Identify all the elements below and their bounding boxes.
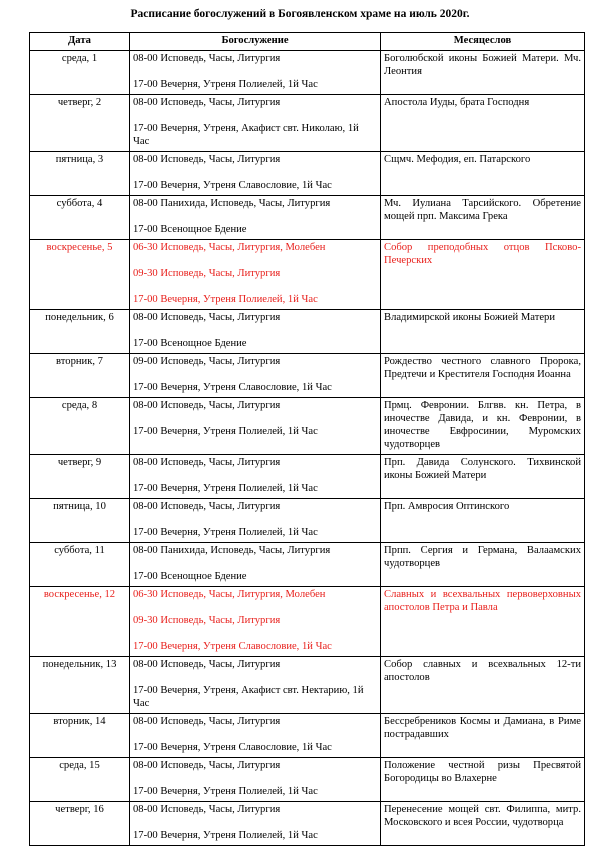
calendar-cell: Перенесение мощей свт. Филиппа, митр. Московского и всея России, чудотворца	[381, 802, 585, 846]
page-title: Расписание богослужений в Богоявленском храме на июль 2020г.	[130, 8, 470, 20]
calendar-cell: Владимирской иконы Божией Матери	[381, 310, 585, 354]
calendar-cell: Прп. Давида Солунского. Тихвинской иконы Божией Матери	[381, 455, 585, 499]
schedule-table	[29, 32, 585, 846]
services-cell	[130, 196, 381, 240]
calendar-cell: Собор преподобных отцов Псково-Печерских	[381, 240, 585, 310]
table-row	[30, 196, 585, 240]
table-row	[30, 310, 585, 354]
day-cell: среда, 8	[30, 398, 130, 455]
table-row	[30, 802, 585, 846]
service-line: 09-30 Исповедь, Часы, Литургия	[133, 615, 281, 626]
service-line: 17-00 Вечерня, Утреня Полиелей, 1й Час	[133, 294, 318, 305]
service-line: 17-00 Вечерня, Утреня Славословие, 1й Час	[133, 382, 332, 393]
service-line: 17-00 Вечерня, Утреня Полиелей, 1й Час	[133, 426, 318, 437]
table-body	[30, 51, 585, 846]
service-line: 09-30 Исповедь, Часы, Литургия	[133, 268, 281, 279]
services-cell	[130, 354, 381, 398]
table-row	[30, 398, 585, 455]
day-cell: среда, 15	[30, 758, 130, 802]
day-cell: воскресенье, 12	[30, 587, 130, 657]
day-cell: четверг, 16	[30, 802, 130, 846]
calendar-cell: Рождество честного славного Пророка, Предтечи и Крестителя Господня Иоанна	[381, 354, 585, 398]
table-row	[30, 455, 585, 499]
calendar-cell: Апостола Иуды, брата Господня	[381, 95, 585, 152]
service-line: 17-00 Вечерня, Утреня Славословие, 1й Час	[133, 180, 332, 191]
day-cell: вторник, 7	[30, 354, 130, 398]
service-line: 17-00 Вечерня, Утреня Полиелей, 1й Час	[133, 830, 318, 841]
service-line: 08-00 Панихида, Исповедь, Часы, Литургия	[133, 545, 331, 556]
calendar-cell: Прп. Амвросия Оптинского	[381, 499, 585, 543]
service-line: 08-00 Панихида, Исповедь, Часы, Литургия	[133, 198, 331, 209]
service-line: 08-00 Исповедь, Часы, Литургия	[133, 716, 281, 727]
calendar-cell: Прмц. Февронии. Блгвв. кн. Петра, в иночестве Давида, и кн. Февронии, в иночестве Евфросинии, Муромских чудотворцев	[381, 398, 585, 455]
day-cell: пятница, 3	[30, 152, 130, 196]
calendar-cell: Прпп. Сергия и Германа, Валаамских чудотворцев	[381, 543, 585, 587]
table-row	[30, 543, 585, 587]
service-line: 17-00 Вечерня, Утреня, Акафист свт. Николаю, 1й Час	[133, 123, 359, 147]
day-cell: пятница, 10	[30, 499, 130, 543]
header-calendar: Месяцеслов	[381, 33, 585, 51]
service-line: 08-00 Исповедь, Часы, Литургия	[133, 457, 281, 468]
service-line: 08-00 Исповедь, Часы, Литургия	[133, 154, 281, 165]
service-line: 06-30 Исповедь, Часы, Литургия, Молебен	[133, 242, 326, 253]
service-line: 08-00 Исповедь, Часы, Литургия	[133, 659, 281, 670]
service-line: 09-00 Исповедь, Часы, Литургия	[133, 356, 281, 367]
services-cell	[130, 398, 381, 455]
services-cell	[130, 499, 381, 543]
services-cell	[130, 802, 381, 846]
service-line: 06-30 Исповедь, Часы, Литургия, Молебен	[133, 589, 326, 600]
day-cell: четверг, 9	[30, 455, 130, 499]
service-line: 08-00 Исповедь, Часы, Литургия	[133, 501, 281, 512]
table-row	[30, 657, 585, 714]
calendar-cell: Мч. Иулиана Тарсийского. Обретение мощей прп. Максима Грека	[381, 196, 585, 240]
service-line: 08-00 Исповедь, Часы, Литургия	[133, 97, 281, 108]
services-cell	[130, 95, 381, 152]
calendar-cell: Собор славных и всехвальных 12-ти апостолов	[381, 657, 585, 714]
service-line: 17-00 Вечерня, Утреня Полиелей, 1й Час	[133, 786, 318, 797]
table-row	[30, 51, 585, 95]
services-cell	[130, 758, 381, 802]
services-cell	[130, 455, 381, 499]
day-cell: суббота, 11	[30, 543, 130, 587]
service-line: 08-00 Исповедь, Часы, Литургия	[133, 400, 281, 411]
calendar-cell: Славных и всехвальных первоверховных апостолов Петра и Павла	[381, 587, 585, 657]
table-header-row	[30, 33, 585, 51]
calendar-cell: Сщмч. Мефодия, еп. Патарского	[381, 152, 585, 196]
services-cell	[130, 240, 381, 310]
table-row	[30, 152, 585, 196]
services-cell	[130, 714, 381, 758]
day-cell: понедельник, 6	[30, 310, 130, 354]
service-line: 08-00 Исповедь, Часы, Литургия	[133, 53, 281, 64]
table-row	[30, 354, 585, 398]
day-cell: воскресенье, 5	[30, 240, 130, 310]
service-line: 17-00 Всенощное Бдение	[133, 338, 247, 349]
table-row	[30, 714, 585, 758]
day-cell: среда, 1	[30, 51, 130, 95]
service-line: 17-00 Вечерня, Утреня, Акафист свт. Нектарию, 1й Час	[133, 685, 364, 709]
calendar-cell: Боголюбской иконы Божией Матери. Мч. Леонтия	[381, 51, 585, 95]
services-cell	[130, 152, 381, 196]
table-row	[30, 499, 585, 543]
day-cell: суббота, 4	[30, 196, 130, 240]
calendar-cell: Бессребреников Космы и Дамиана, в Риме пострадавших	[381, 714, 585, 758]
service-line: 17-00 Всенощное Бдение	[133, 571, 247, 582]
day-cell: понедельник, 13	[30, 657, 130, 714]
table-row	[30, 95, 585, 152]
calendar-cell: Положение честной ризы Пресвятой Богородицы во Влахерне	[381, 758, 585, 802]
service-line: 17-00 Вечерня, Утреня Полиелей, 1й Час	[133, 79, 318, 90]
header-date: Дата	[30, 33, 130, 51]
service-line: 17-00 Всенощное Бдение	[133, 224, 247, 235]
table-row	[30, 758, 585, 802]
header-service: Богослужение	[130, 33, 381, 51]
services-cell	[130, 51, 381, 95]
day-cell: четверг, 2	[30, 95, 130, 152]
service-line: 17-00 Вечерня, Утреня Славословие, 1й Час	[133, 641, 332, 652]
service-line: 08-00 Исповедь, Часы, Литургия	[133, 804, 281, 815]
day-cell: вторник, 14	[30, 714, 130, 758]
service-line: 17-00 Вечерня, Утреня Славословие, 1й Час	[133, 742, 332, 753]
services-cell	[130, 657, 381, 714]
services-cell	[130, 310, 381, 354]
service-line: 08-00 Исповедь, Часы, Литургия	[133, 312, 281, 323]
services-cell	[130, 543, 381, 587]
table-row	[30, 587, 585, 657]
service-line: 17-00 Вечерня, Утреня Полиелей, 1й Час	[133, 483, 318, 494]
service-line: 08-00 Исповедь, Часы, Литургия	[133, 760, 281, 771]
table-row	[30, 240, 585, 310]
services-cell	[130, 587, 381, 657]
service-line: 17-00 Вечерня, Утреня Полиелей, 1й Час	[133, 527, 318, 538]
